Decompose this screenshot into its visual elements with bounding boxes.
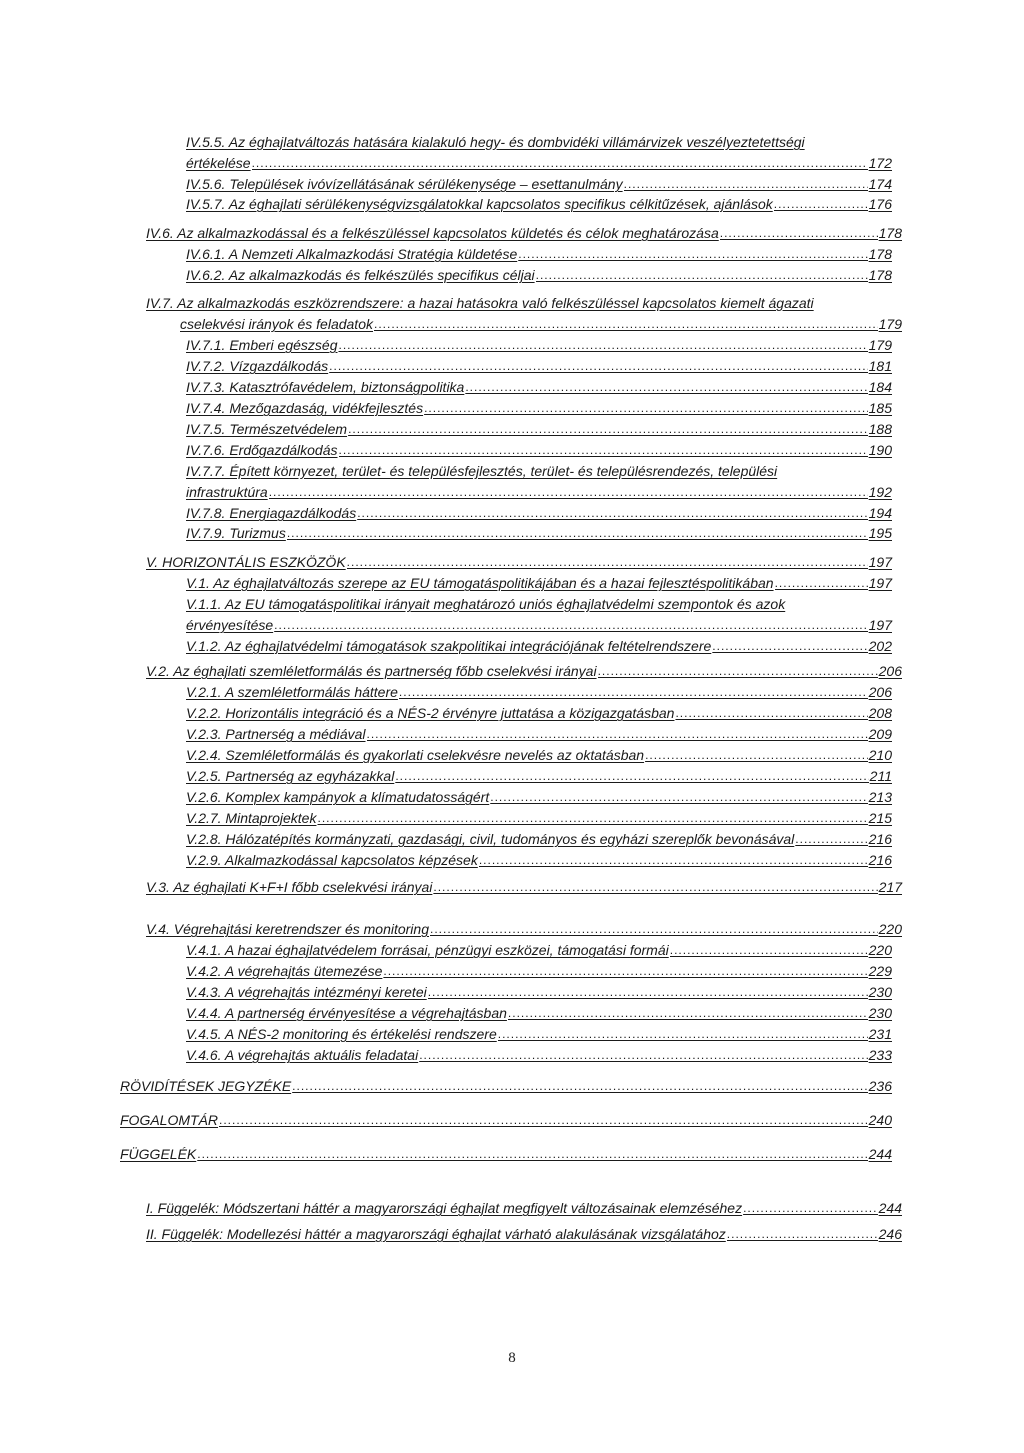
toc-entry-v-1-1-line1[interactable]: V.1.1. Az EU támogatáspolitikai irányait meghatározó uniós éghajlatvédelmi szempontok és azok [186,596,786,612]
dot-leader [720,224,878,242]
toc-entry-title: V.2. Az éghajlati szemléletformálás és partnerség főbb cselekvési irányai [146,663,597,679]
toc-entry-iv-7-2[interactable] [186,357,892,375]
toc-entry-v-4-1[interactable] [186,941,892,959]
dot-leader [269,483,868,501]
toc-entry-page: 184 [868,379,892,395]
dot-leader [252,154,868,172]
toc-entry-v-2-3[interactable] [186,725,892,743]
toc-entry-title: V.2.6. Komplex kampányok a klímatudatosságért [186,789,490,805]
toc-entry-iv-7-7[interactable] [186,483,892,501]
toc-entry-v-2-9[interactable] [186,851,892,869]
dot-leader [727,1225,878,1243]
toc-entry-iv-7-6[interactable] [186,441,892,459]
dot-leader [490,788,867,806]
page-number: 8 [508,1350,516,1366]
toc-entry-title: cselekvési irányok és feladatok [180,316,373,332]
toc-entry-v-1-2[interactable] [186,637,892,655]
dot-leader [508,1004,868,1022]
toc-entry-page: 231 [868,1026,892,1042]
toc-entry-title: II. Függelék: Modellezési háttér a magyarországi éghajlat várható alakulásának vizsgálatához [146,1226,726,1242]
toc-entry-page: 178 [868,267,892,283]
toc-entry-page: 178 [878,225,902,241]
toc-entry-iv-5-5[interactable] [186,154,892,172]
dot-leader [675,704,867,722]
dot-leader [712,637,867,655]
toc-entry-v-4-6[interactable] [186,1046,892,1064]
dot-leader [465,378,867,396]
toc-entry-title: IV.6.1. A Nemzeti Alkalmazkodási Stratégia küldetése [186,246,518,262]
toc-entry-page: 209 [868,726,892,742]
dot-leader [317,809,867,827]
toc-entry-page: 216 [868,852,892,868]
toc-entry-page: 178 [868,246,892,262]
toc-entry-iv-7-7-line1[interactable]: IV.7.7. Épített környezet, terület- és településfejlesztés, terület- és településrendezés, települési [186,463,778,479]
toc-entry-page: 179 [868,337,892,353]
toc-entry-v-2-5[interactable] [186,767,892,785]
toc-entry-page: 220 [878,921,902,937]
toc-entry-title: IV.6.2. Az alkalmazkodás és felkészülés specifikus céljai [186,267,535,283]
toc-entry-iv-7-3[interactable] [186,378,892,396]
toc-entry-title: V.2.4. Szemléletformálás és gyakorlati cselekvésre nevelés az oktatásban [186,747,645,763]
toc-entry-title: IV.7.3. Katasztrófavédelem, biztonságpolitika [186,379,465,395]
toc-entry-page: 206 [868,684,892,700]
dot-leader [743,1199,878,1217]
toc-entry-page: 217 [878,879,902,895]
toc-entry-title: IV.7.1. Emberi egészség [186,337,338,353]
dot-leader [347,553,868,571]
toc-entry-page: 240 [868,1112,892,1128]
toc-entry-iv-7-line1[interactable]: IV.7. Az alkalmazkodás eszközrendszere: a hazai hatásokra való felkészüléssel kapcsolatos kiemelt ágazati [146,295,814,311]
toc-entry-appendix-1[interactable] [146,1199,902,1217]
dot-leader [274,616,867,634]
toc-entry-title: V.1.2. Az éghajlatvédelmi támogatások szakpolitikai integrációjának feltételrendszere [186,638,712,654]
toc-entry-title: RÖVIDÍTÉSEK JEGYZÉKE [120,1078,292,1094]
toc-entry-page: 210 [868,747,892,763]
toc-entry-page: 188 [868,421,892,437]
toc-entry-title: IV.7.4. Mezőgazdaság, vidékfejlesztés [186,400,424,416]
dot-leader [367,725,868,743]
toc-entry-v[interactable] [146,553,892,571]
toc-entry-v-2-4[interactable] [186,746,892,764]
dot-leader [329,357,867,375]
toc-entry-v-4-2[interactable] [186,962,892,980]
toc-entry-page: 220 [868,942,892,958]
toc-entry-page: 246 [878,1226,902,1242]
toc-entry-title: IV.7.2. Vízgazdálkodás [186,358,329,374]
toc-entry-page: 185 [868,400,892,416]
toc-entry-page: 215 [868,810,892,826]
dot-leader [197,1145,867,1163]
toc-entry-title: V.3. Az éghajlati K+F+I főbb cselekvési irányai [146,879,433,895]
toc-entry-title: IV.5.7. Az éghajlati sérülékenységvizsgálatokkal kapcsolatos specifikus célkitűzések, ajánlások [186,196,773,212]
toc-entry-v-1-1[interactable] [186,616,892,634]
toc-entry-v-2-6[interactable] [186,788,892,806]
toc-entry-page: 176 [868,196,892,212]
toc-entry-glossary[interactable] [120,1111,892,1129]
dot-leader [536,266,868,284]
toc-entry-title: V.4.2. A végrehajtás ütemezése [186,963,383,979]
toc-entry-page: 230 [868,1005,892,1021]
toc-entry-title: V.2.9. Alkalmazkodással kapcsolatos képzések [186,852,478,868]
toc-entry-v-4-4[interactable] [186,1004,892,1022]
toc-entry-page: 244 [868,1146,892,1162]
toc-entry-title: IV.7.9. Turizmus [186,525,286,541]
toc-entry-title: V.4.5. A NÉS-2 monitoring és értékelési rendszere [186,1026,497,1042]
toc-entry-iv-6[interactable] [146,224,902,242]
toc-entry-title: IV.7.5. Természetvédelem [186,421,348,437]
toc-entry-title: V.2.3. Partnerség a médiával [186,726,366,742]
toc-entry-title: V.2.8. Hálózatépítés kormányzati, gazdasági, civil, tudományos és egyházi szereplők bevonásával [186,831,795,847]
toc-entry-title: V.1. Az éghajlatváltozás szerepe az EU támogatáspolitikájában és a hazai fejlesztéspolitikában [186,575,774,591]
toc-entry-title: V.4.3. A végrehajtás intézményi keretei [186,984,427,1000]
dot-leader [795,830,867,848]
toc-entry-v-2[interactable] [146,662,902,680]
toc-entry-v-4-3[interactable] [186,983,892,1001]
dot-leader [670,941,868,959]
toc-entry-page: 172 [868,155,892,171]
dot-leader [518,245,867,263]
toc-entry-page: 202 [868,638,892,654]
dot-leader [433,878,877,896]
toc-entry-iv-6-1[interactable] [186,245,892,263]
dot-leader [479,851,868,869]
toc-entry-v-2-1[interactable] [186,683,892,701]
dot-leader [399,683,868,701]
toc-entry-abbreviations[interactable] [120,1077,892,1095]
toc-entry-title: érvényesítése [186,617,274,633]
dot-leader [645,746,868,764]
toc-entry-page: 190 [868,442,892,458]
dot-leader [338,336,867,354]
dot-leader [339,441,868,459]
toc-entry-page: 197 [868,617,892,633]
toc-entry-title: V.4.4. A partnerség érvényesítése a végrehajtásban [186,1005,507,1021]
toc-entry-page: 244 [878,1200,902,1216]
toc-entry-appendix-2[interactable] [146,1225,902,1243]
dot-leader [624,175,868,193]
toc-entry-page: 206 [878,663,902,679]
toc-entry-title: V. HORIZONTÁLIS ESZKÖZÖK [146,554,346,570]
toc-entry-page: 216 [868,831,892,847]
toc-entry-page: 174 [868,176,892,192]
toc-entry-title: V.4.1. A hazai éghajlatvédelem forrásai, pénzügyi eszközei, támogatási formái [186,942,669,958]
toc-entry-iv-7-1[interactable] [186,336,892,354]
toc-entry-page: 197 [868,575,892,591]
dot-leader [419,1046,867,1064]
toc-entry-page: 195 [868,525,892,541]
toc-entry-iv-7-4[interactable] [186,399,892,417]
dot-leader [292,1077,867,1095]
dot-leader [383,962,867,980]
toc-entry-v-2-8[interactable] [186,830,892,848]
toc-entry-page: 211 [869,768,892,784]
toc-entry-page: 236 [868,1078,892,1094]
toc-entry-title: IV.5.6. Települések ivóvízellátásának sérülékenysége – esettanulmány [186,176,623,192]
dot-leader [424,399,868,417]
toc-entry-title: FÜGGELÉK [120,1146,197,1162]
dot-leader [430,920,878,938]
toc-entry-iv-5-5-line1[interactable]: IV.5.5. Az éghajlatváltozás hatására kialakuló hegy- és dombvidéki villámárvizek veszélyeztetettségi [186,134,805,150]
toc-entry-page: 192 [868,484,892,500]
toc-entry-v-3[interactable] [146,878,902,896]
toc-entry-iv-7-8[interactable] [186,504,892,522]
toc-entry-title: IV.6. Az alkalmazkodással és a felkészüléssel kapcsolatos küldetés és célok meghatározása [146,225,719,241]
toc-entry-iv-7-5[interactable] [186,420,892,438]
toc-entry-page: 197 [868,554,892,570]
toc-entry-page: 230 [868,984,892,1000]
dot-leader [219,1111,868,1129]
toc-entry-page: 181 [868,358,892,374]
toc-entry-iv-7[interactable] [180,315,902,333]
toc-entry-title: V.2.2. Horizontális integráció és a NÉS-2 érvényre juttatása a közigazgatásban [186,705,675,721]
dot-leader [775,574,868,592]
dot-leader [428,983,868,1001]
toc-entry-v-2-2[interactable] [186,704,892,722]
dot-leader [498,1025,868,1043]
dot-leader [287,524,868,542]
toc-entry-page: 194 [868,505,892,521]
toc-entry-v-4-5[interactable] [186,1025,892,1043]
toc-entry-v-4[interactable] [146,920,902,938]
toc-entry-iv-7-9[interactable] [186,524,892,542]
toc-entry-title: FOGALOMTÁR [120,1112,219,1128]
toc-entry-title: IV.7.6. Erdőgazdálkodás [186,442,338,458]
toc-entry-title: V.2.1. A szemléletformálás háttere [186,684,398,700]
toc-entry-page: 229 [868,963,892,979]
toc-entry-page: 213 [868,789,892,805]
toc-entry-page: 233 [868,1047,892,1063]
toc-entry-v-2-7[interactable] [186,809,892,827]
dot-leader [374,315,878,333]
dot-leader [348,420,868,438]
toc-entry-title: értékelése [186,155,251,171]
toc-entry-iv-5-6[interactable] [186,175,892,193]
dot-leader [357,504,867,522]
toc-entry-title: V.4. Végrehajtási keretrendszer és monitoring [146,921,429,937]
toc-entry-title: V.2.7. Mintaprojektek [186,810,317,826]
toc-entry-iv-6-2[interactable] [186,266,892,284]
dot-leader [774,195,868,213]
toc-entry-v-1[interactable] [186,574,892,592]
dot-leader [598,662,878,680]
toc-entry-title: I. Függelék: Módszertani háttér a magyarországi éghajlat megfigyelt változásainak elemzéséhez [146,1200,743,1216]
toc-entry-page: 179 [878,316,902,332]
toc-entry-iv-5-7[interactable] [186,195,892,213]
toc-entry-title: IV.7.8. Energiagazdálkodás [186,505,357,521]
toc-entry-title: V.2.5. Partnerség az egyházakkal [186,768,395,784]
toc-entry-title: V.4.6. A végrehajtás aktuális feladatai [186,1047,419,1063]
toc-entry-title: infrastruktúra [186,484,268,500]
toc-entry-page: 208 [868,705,892,721]
toc-entry-appendix[interactable] [120,1145,892,1163]
dot-leader [395,767,868,785]
